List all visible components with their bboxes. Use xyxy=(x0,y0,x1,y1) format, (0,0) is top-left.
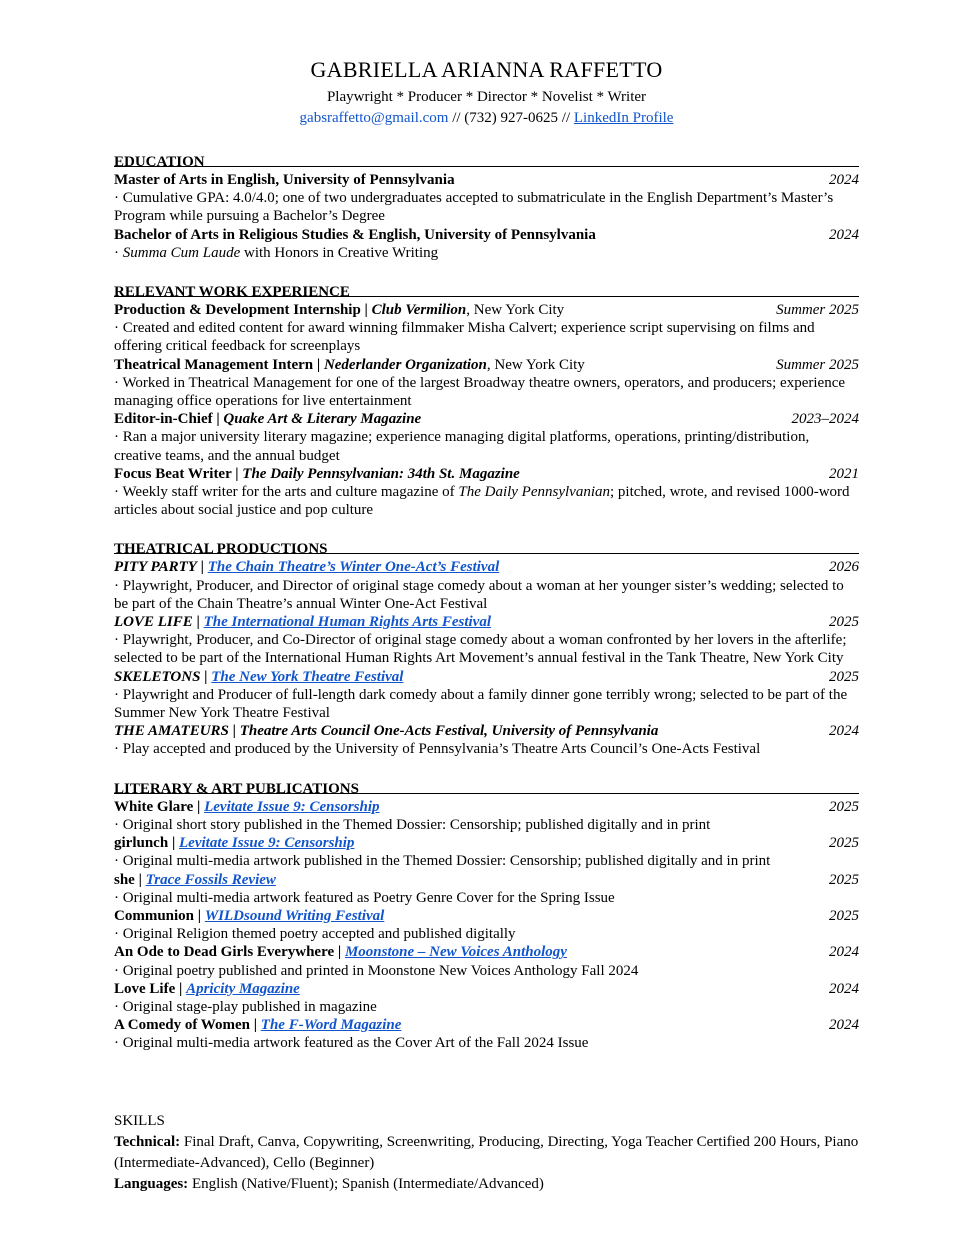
entry-description: · Summa Cum Laude with Honors in Creative Writing xyxy=(114,244,439,261)
skills-section xyxy=(114,1111,859,1195)
section-title: RELEVANT WORK EXPERIENCE xyxy=(114,280,859,297)
job-heading: Focus Beat Writer | The Daily Pennsylvanian: 34th St. Magazine xyxy=(114,465,520,482)
production-entry xyxy=(114,613,859,668)
degree-heading: Master of Arts in English, University of Pennsylvania xyxy=(114,172,455,188)
entry-description: · Play accepted and produced by the University of Pennsylvania’s Theatre Arts Council’s One-Acts Festival xyxy=(114,741,761,758)
phone-number: (732) 927-0625 xyxy=(464,110,559,126)
venue-name: Theatre Arts Council One-Acts Festival, University of Pennsylvania xyxy=(239,723,659,740)
entry-date: 2025 xyxy=(829,835,859,852)
language-skills: Languages: English (Native/Fluent); Spanish (Intermediate/Advanced) xyxy=(114,1175,544,1192)
entry-date: 2025 xyxy=(829,798,859,815)
entry-description: · Original stage-play published in magazine xyxy=(114,998,377,1015)
production-heading: THE AMATEURS | Theatre Arts Council One-Acts Festival, University of Pennsylvania xyxy=(114,723,659,740)
publication-entry xyxy=(114,980,859,1016)
entry-description: · Original poetry published and printed in Moonstone New Voices Anthology Fall 2024 xyxy=(114,962,639,979)
entry-date: Summer 2025 xyxy=(776,356,859,373)
entry-date: 2025 xyxy=(829,668,859,685)
venue-link[interactable]: The New York Theatre Festival xyxy=(211,668,404,685)
entry-date: Summer 2025 xyxy=(776,302,859,319)
job-heading: Production & Development Internship | Club Vermilion, New York City xyxy=(114,302,565,319)
production-heading: PITY PARTY | The Chain Theatre’s Winter One-Act’s Festival xyxy=(114,559,500,576)
job-heading: Theatrical Management Intern | Nederlander Organization, New York City xyxy=(114,356,585,373)
work-entry xyxy=(114,301,859,356)
linkedin-link[interactable]: LinkedIn Profile xyxy=(573,110,674,126)
production-entry xyxy=(114,558,859,613)
entry-description: · Playwright and Producer of full-length dark comedy about a family dinner gone terribly wrong; selected to be part of the Summer New York Theatre Festival xyxy=(114,686,848,722)
publication-heading: she | Trace Fossils Review xyxy=(114,871,276,888)
education-section xyxy=(114,150,859,262)
candidate-roles: Playwright * Producer * Director * Novelist * Writer xyxy=(326,89,647,105)
production-entry xyxy=(114,722,859,758)
production-heading: SKELETONS | The New York Theatre Festival xyxy=(114,668,404,685)
entry-date: 2025 xyxy=(829,871,859,888)
entry-description: · Playwright, Producer, and Co-Director of original stage comedy about a woman confronted by her lovers in the afterlife; selected to be part of the International Human Rights Art Movement’s annual festival in the Tank Theatre, New York City xyxy=(114,632,847,667)
publication-entry xyxy=(114,834,859,870)
entry-date: 2025 xyxy=(829,614,859,631)
candidate-name: GABRIELLA ARIANNA RAFFETTO xyxy=(310,57,663,82)
education-entry xyxy=(114,226,859,262)
entry-date: 2025 xyxy=(829,907,859,924)
publication-heading: Communion | WILDsound Writing Festival xyxy=(114,907,385,924)
publication-link[interactable]: The F-Word Magazine xyxy=(260,1017,402,1034)
entry-description: · Original Religion themed poetry accepted and published digitally xyxy=(114,926,516,943)
production-entry xyxy=(114,668,859,723)
publication-entry xyxy=(114,907,859,943)
contact-separator: // xyxy=(448,110,465,126)
section-title: LITERARY & ART PUBLICATIONS xyxy=(114,777,859,794)
entry-description: · Original short story published in the Themed Dossier: Censorship; published digitally and in print xyxy=(114,816,711,833)
contact-separator: // xyxy=(558,110,574,126)
entry-description: · Worked in Theatrical Management for one of the largest Broadway theatre owners, operators, and producers; experience managing office operations for live entertainment xyxy=(114,374,846,410)
entry-date: 2024 xyxy=(829,723,859,740)
entry-description: · Original multi-media artwork published in the Themed Dossier: Censorship; published digitally and in print xyxy=(114,853,771,870)
entry-description: · Created and edited content for award winning filmmaker Misha Calvert; experience script supervising on films and offering critical feedback for screenplays xyxy=(114,320,815,355)
publication-link[interactable]: Apricity Magazine xyxy=(186,980,300,997)
section-title: THEATRICAL PRODUCTIONS xyxy=(114,537,859,554)
publication-heading: White Glare | Levitate Issue 9: Censorship xyxy=(114,798,380,815)
entry-date: 2024 xyxy=(829,944,859,961)
publication-link[interactable]: Moonstone – New Voices Anthology xyxy=(344,944,567,961)
work-entry xyxy=(114,465,859,520)
production-heading: LOVE LIFE | The International Human Rights Arts Festival xyxy=(114,614,492,631)
skills-title: SKILLS xyxy=(114,1112,165,1129)
publication-entry xyxy=(114,871,859,907)
entry-date: 2024 xyxy=(829,980,859,997)
venue-link[interactable]: The International Human Rights Arts Festival xyxy=(203,614,492,631)
publications-section xyxy=(114,777,859,1053)
publication-entry xyxy=(114,943,859,979)
entry-date: 2024 xyxy=(829,1017,859,1034)
email-link[interactable]: gabsraffetto@gmail.com xyxy=(299,110,449,126)
degree-heading: Bachelor of Arts in Religious Studies & English, University of Pennsylvania xyxy=(114,226,596,243)
entry-description: · Ran a major university literary magazine; experience managing digital platforms, operations, printing/distribution, creative teams, and the annual budget xyxy=(114,429,810,464)
publication-heading: A Comedy of Women | The F-Word Magazine xyxy=(114,1017,402,1034)
work-section xyxy=(114,280,859,519)
publication-link[interactable]: Trace Fossils Review xyxy=(145,871,276,888)
section-title: EDUCATION xyxy=(114,150,859,167)
publication-heading: An Ode to Dead Girls Everywhere | Moonstone – New Voices Anthology xyxy=(114,944,567,961)
education-entry xyxy=(114,171,859,226)
publication-entry xyxy=(114,1016,859,1052)
work-entry xyxy=(114,356,859,411)
entry-description: · Cumulative GPA: 4.0/4.0; one of two undergraduates accepted to submatriculate in the English Department’s Master’s Program while pursuing a Bachelor’s Degree xyxy=(114,190,834,225)
entry-description: · Playwright, Producer, and Director of original stage comedy about a woman at her younger sister’s wedding; selected to be part of the Chain Theatre’s annual Winter One-Act Festival xyxy=(114,577,844,612)
publication-link[interactable]: WILDsound Writing Festival xyxy=(204,907,385,924)
entry-description: · Original multi-media artwork featured as the Cover Art of the Fall 2024 Issue xyxy=(114,1035,589,1052)
resume-header xyxy=(114,56,859,128)
publication-heading: girlunch | Levitate Issue 9: Censorship xyxy=(114,835,355,852)
work-entry xyxy=(114,410,859,465)
entry-description: · Weekly staff writer for the arts and culture magazine of The Daily Pennsylvanian; pitched, wrote, and revised 1000-word articles about social justice and pop culture xyxy=(114,484,850,519)
entry-date: 2024 xyxy=(829,172,859,188)
entry-date: 2024 xyxy=(829,226,859,243)
publication-link[interactable]: Levitate Issue 9: Censorship xyxy=(179,835,355,852)
technical-skills: Technical: Final Draft, Canva, Copywriting, Screenwriting, Producing, Directing, Yoga Teacher Certified 200 Hours, Piano (Intermediate-Advanced), Cello (Beginner) xyxy=(114,1133,859,1171)
contact-line xyxy=(114,109,859,128)
job-heading: Editor-in-Chief | Quake Art & Literary Magazine xyxy=(114,411,422,428)
venue-link[interactable]: The Chain Theatre’s Winter One-Act’s Festival xyxy=(207,559,500,576)
entry-description: · Original multi-media artwork featured as Poetry Genre Cover for the Spring Issue xyxy=(114,889,615,906)
publication-link[interactable]: Levitate Issue 9: Censorship xyxy=(204,798,380,815)
entry-date: 2026 xyxy=(829,559,859,576)
publication-entry xyxy=(114,798,859,834)
entry-date: 2021 xyxy=(829,465,859,482)
theatre-section xyxy=(114,537,859,758)
publication-heading: Love Life | Apricity Magazine xyxy=(114,980,300,997)
entry-date: 2023–2024 xyxy=(791,411,859,428)
